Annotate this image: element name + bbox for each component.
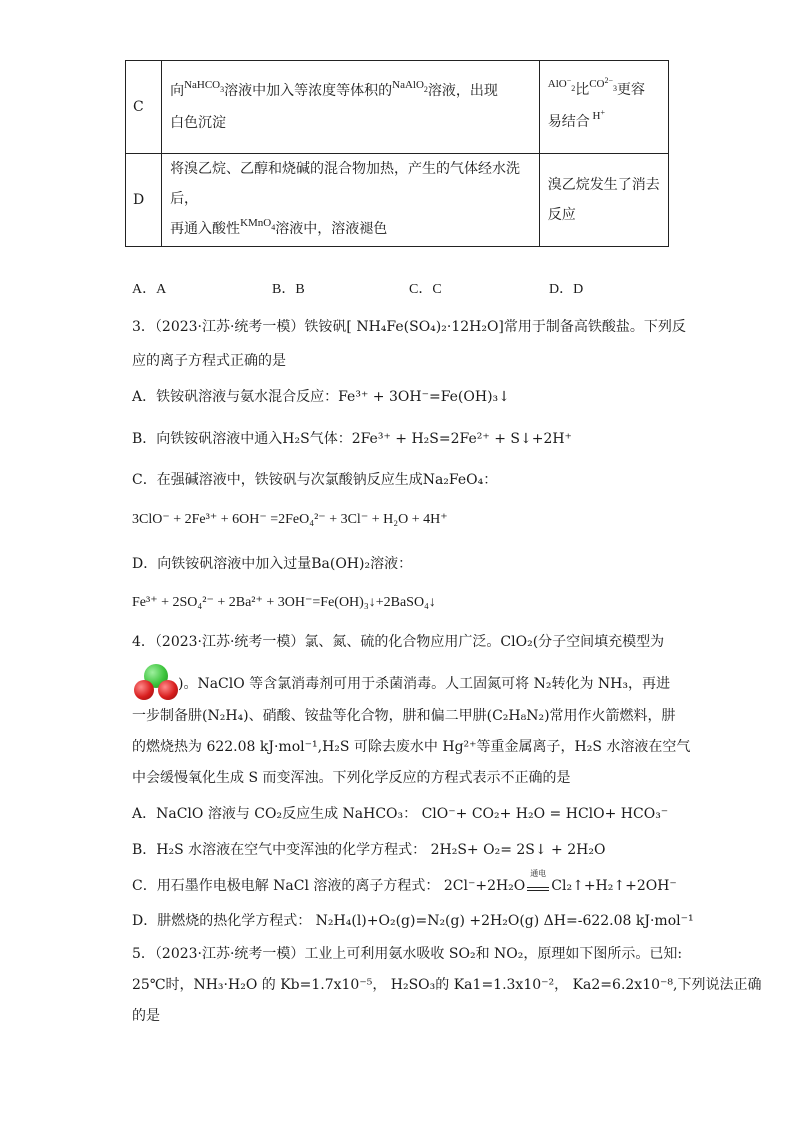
- formula-naalo2: NaAlO2: [392, 79, 428, 94]
- q3-stem-line1: 3．（2023·江苏·统考一模）铁铵矾[ NH₄Fe(SO₄)₂·12H₂O]常用于制备高铁酸盐。下列反: [132, 319, 686, 335]
- formula-nahco3: NaHCO3: [184, 79, 225, 94]
- operation-cell: [162, 154, 540, 247]
- text: 再通入酸性: [170, 221, 241, 237]
- oxygen-atom-right: [158, 680, 178, 700]
- q5-stem-line3: 的是: [132, 1008, 160, 1024]
- choice-a[interactable]: A．A: [132, 282, 167, 297]
- q4-stem-line3: 一步制备肼(N₂H₄)、硝酸、铵盐等化合物，肼和偏二甲肼(C₂H₈N₂)常用作火箭燃料，肼: [132, 708, 676, 724]
- text: 溴乙烷发生了消去: [547, 177, 660, 193]
- q3-option-d-equation: Fe³⁺ + 2SO₄²⁻ + 2Ba²⁺ + 3OH⁻=Fe(OH)₃↓+2BaSO₄↓: [132, 595, 436, 610]
- text: 溶液中，溶液褪色: [275, 221, 388, 237]
- conclusion-cell: [539, 154, 668, 247]
- formula-alo2: AlO−2: [547, 76, 576, 93]
- table-row: [126, 154, 669, 247]
- choice-c[interactable]: C．C: [409, 282, 442, 297]
- q5-stem-line1: 5．（2023·江苏·统考一模）工业上可利用氨水吸收 SO₂和 NO₂，原理如下图所示。已知:: [132, 946, 683, 962]
- q3-option-c[interactable]: C．在强碱溶液中，铁铵矾与次氯酸钠反应生成Na₂FeO₄：: [132, 472, 498, 488]
- choice-d[interactable]: D．D: [549, 282, 584, 297]
- table-row: [126, 61, 669, 154]
- q3-stem-line2: 应的离子方程式正确的是: [132, 353, 286, 369]
- formula-h: H+: [592, 108, 605, 122]
- conclusion-cell: [539, 61, 668, 154]
- text: 比: [575, 82, 590, 98]
- q4-option-c[interactable]: [132, 869, 677, 895]
- row-label: D: [126, 154, 162, 247]
- text: 易结合: [547, 114, 590, 130]
- q3-option-b[interactable]: B．向铁铵矾溶液中通入H₂S气体：2Fe³⁺ + H₂S=2Fe²⁺ + S↓+2H⁺: [132, 431, 572, 447]
- q3-option-a[interactable]: A．铁铵矾溶液与氨水混合反应：Fe³⁺ + 3OH⁻=Fe(OH)₃↓: [132, 389, 510, 405]
- q4-option-d[interactable]: D．肼燃烧的热化学方程式： N₂H₄(l)+O₂(g)=N₂(g) +2H₂O(g) ΔH=-622.08 kJ·mol⁻¹: [132, 913, 694, 929]
- row-label: C: [126, 61, 162, 154]
- options-table: [125, 60, 669, 247]
- text: 向: [170, 83, 185, 99]
- choice-b[interactable]: B．B: [272, 282, 305, 297]
- oxygen-atom-left: [134, 680, 154, 700]
- text: C．用石墨作电极电解 NaCl 溶液的离子方程式： 2Cl⁻+2H₂O: [132, 878, 526, 894]
- q4-option-b[interactable]: B．H₂S 水溶液在空气中变浑浊的化学方程式： 2H₂S+ O₂= 2S↓ + 2H₂O: [132, 842, 606, 858]
- text: 更容: [617, 82, 646, 98]
- q4-option-a[interactable]: A．NaClO 溶液与 CO₂反应生成 NaHCO₃： ClO⁻+ CO₂+ H₂O = HClO+ HCO₃⁻: [132, 806, 669, 822]
- formula-co3: CO2−3: [589, 76, 618, 93]
- formula-kmno4: KMnO4: [240, 217, 276, 232]
- q4-stem-line1: 4．（2023·江苏·统考一模）氯、氮、硫的化合物应用广泛。ClO₂(分子空间填充模型为: [132, 634, 665, 650]
- clo2-space-filling-model: [132, 664, 178, 704]
- q3-option-c-equation: 3ClO⁻ + 2Fe³⁺ + 6OH⁻ =2FeO₄²⁻ + 3Cl⁻ + H₂O + 4H⁺: [132, 512, 448, 527]
- q3-option-d[interactable]: D．向铁铵矾溶液中加入过量Ba(OH)₂溶液：: [132, 556, 413, 572]
- q4-stem-line2: )。NaClO 等含氯消毒剂可用于杀菌消毒。人工固氮可将 N₂转化为 NH₃，再进: [178, 676, 671, 692]
- q4-stem-line2-wrap: [132, 664, 670, 704]
- electrolysis-arrow: 通电: [525, 878, 551, 894]
- q4-stem-line4: 的燃烧热为 622.08 kJ·mol⁻¹,H₂S 可除去废水中 Hg²⁺等重金属离子，H₂S 水溶液在空气: [132, 739, 691, 755]
- text: 白色沉淀: [170, 115, 227, 131]
- text: 溶液中加入等浓度等体积的: [224, 83, 393, 99]
- text: 将溴乙烷、乙醇和烧碱的混合物加热，产生的气体经水洗后，: [170, 161, 521, 207]
- q5-stem-line2: 25℃时，NH₃·H₂O 的 Kb=1.7x10⁻⁵， H₂SO₃的 Ka1=1.3x10⁻²， Ka2=6.2x10⁻⁸,下列说法正确: [132, 977, 762, 993]
- text: 反应: [547, 207, 576, 223]
- operation-cell: [162, 61, 540, 154]
- q4-stem-line5: 中会缓慢氧化生成 S 而变浑浊。下列化学反应的方程式表示不正确的是: [132, 770, 571, 786]
- text: 溶液，出现: [427, 83, 498, 99]
- text: Cl₂↑+H₂↑+2OH⁻: [551, 878, 677, 894]
